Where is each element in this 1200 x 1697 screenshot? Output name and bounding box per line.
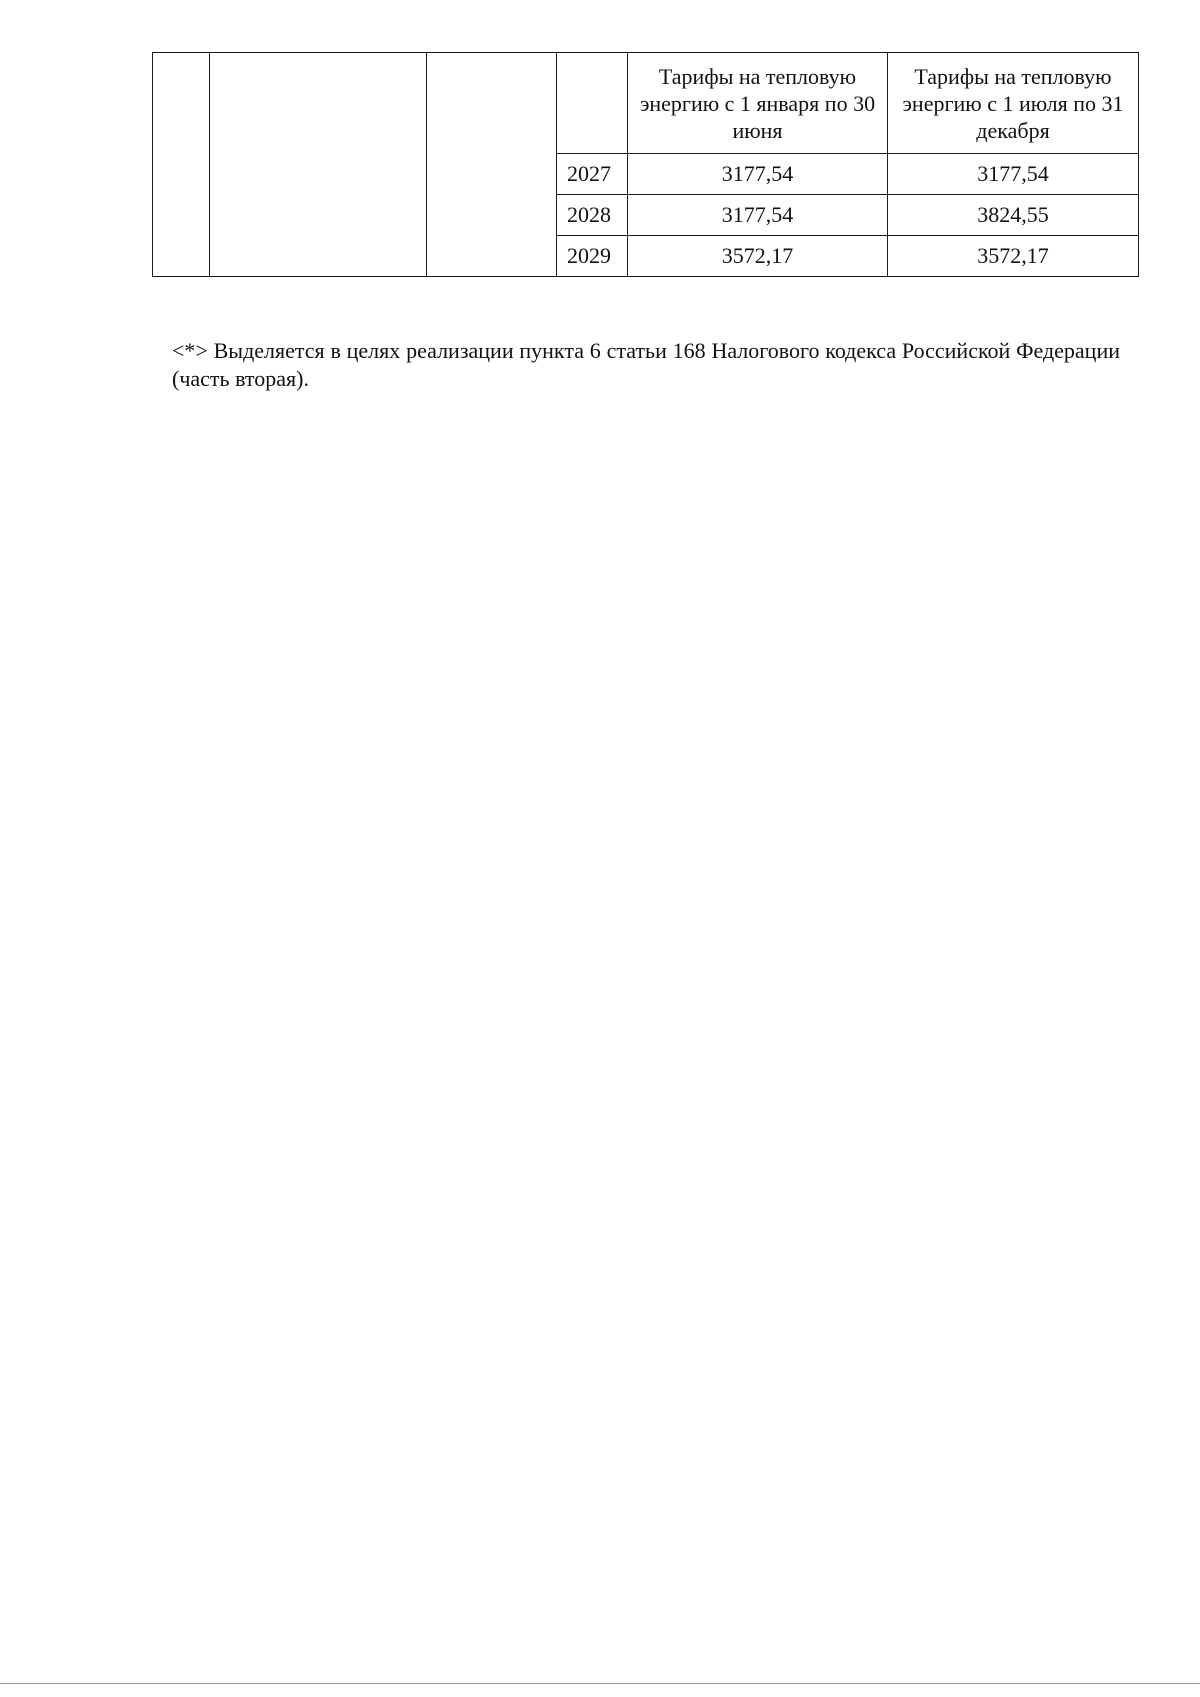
table-cell-jan-jun: 3177,54 — [628, 195, 888, 236]
table-cell-jul-dec: 3177,54 — [888, 154, 1139, 195]
table-header-jul-dec: Тарифы на тепловую энергию с 1 июля по 31 декабря — [888, 53, 1139, 154]
tariff-table — [152, 52, 1139, 277]
scan-edge-line — [0, 1683, 1200, 1684]
table-cell-jan-jun: 3177,54 — [628, 154, 888, 195]
table-cell-year: 2028 — [557, 195, 628, 236]
table-cell-year: 2029 — [557, 236, 628, 277]
table-cell-jul-dec: 3824,55 — [888, 195, 1139, 236]
table-header-jan-jun: Тарифы на тепловую энергию с 1 января по 30 июня — [628, 53, 888, 154]
table-cell-empty-1 — [153, 53, 210, 277]
table-cell-empty-2 — [210, 53, 427, 277]
table-header-row — [153, 53, 1139, 154]
table-cell-year: 2027 — [557, 154, 628, 195]
table-cell-jan-jun: 3572,17 — [628, 236, 888, 277]
footnote-text: <*> Выделяется в целях реализации пункта 6 статьи 168 Налогового кодекса Российской Федерации (часть вторая). — [172, 338, 1120, 391]
table-cell-jul-dec: 3572,17 — [888, 236, 1139, 277]
table-header-year — [557, 53, 628, 154]
table-cell-empty-3 — [427, 53, 557, 277]
